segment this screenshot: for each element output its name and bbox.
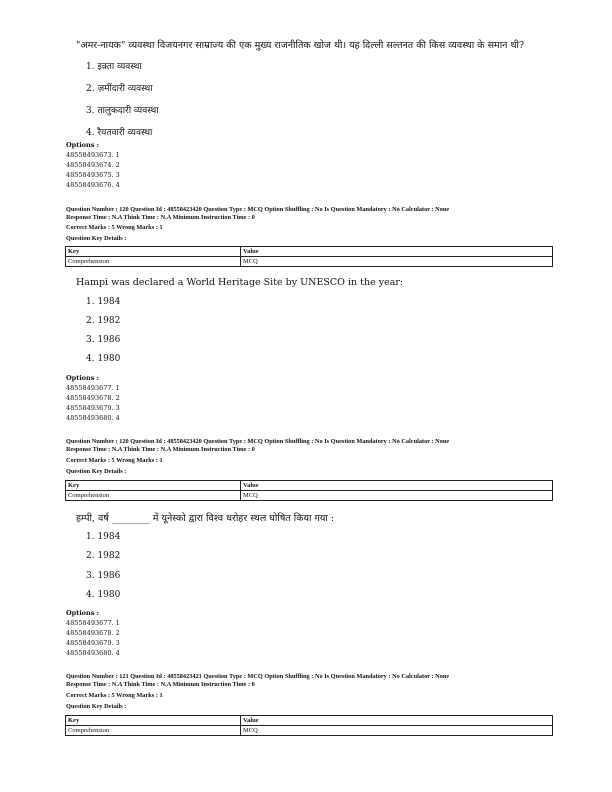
option-id: 48558493679. 3	[66, 404, 120, 412]
table-header-value: Value	[241, 716, 553, 726]
option-id: 48558493676. 4	[66, 181, 120, 189]
key-details-label: Question Key Details :	[66, 235, 127, 242]
question-meta: Question Number : 121 Question Id : 48558423421 Question Type : MCQ Option Shuffling : No Is Question Mandatory : No Calculator : None	[66, 673, 450, 680]
question-meta-timing: Response Time : N.A Think Time : N.A Minimum Instruction Time : 0	[66, 681, 255, 688]
option-id: 48558493679. 3	[66, 639, 120, 647]
answer-choice: 4. रैयतवारी व्यवस्था	[86, 128, 153, 138]
answer-choice: 3. 1986	[86, 335, 121, 345]
table-cell-key: Comprehension	[66, 491, 241, 501]
answer-choice: 4. 1980	[86, 354, 121, 364]
answer-choice: 4. 1980	[86, 590, 121, 600]
table-header-key: Key	[66, 716, 241, 726]
table-header-row	[66, 716, 553, 726]
question-meta-timing: Response Time : N.A Think Time : N.A Minimum Instruction Time : 0	[66, 446, 255, 453]
options-label: Options :	[66, 609, 100, 617]
table-header-key: Key	[66, 481, 241, 491]
answer-choice: 3. तालुकदारी व्यवस्था	[86, 106, 159, 116]
option-id: 48558493677. 1	[66, 384, 120, 392]
table-cell-key: Comprehension	[66, 257, 241, 267]
answer-choice: 1. 1984	[86, 532, 121, 542]
question-text: हम्पी, वर्ष ________ में यूनेस्को द्वारा विश्व धरोहर स्थल घोषित किया गया :	[76, 513, 335, 524]
option-id: 48558493680. 4	[66, 649, 120, 657]
answer-choice: 2. ज़मींदारी व्यवस्था	[86, 84, 153, 94]
table-header-value: Value	[241, 481, 553, 491]
option-id: 48558493675. 3	[66, 171, 120, 179]
key-details-label: Question Key Details :	[66, 468, 127, 475]
answer-choice: 1. इक़्ता व्यवस्था	[86, 62, 142, 72]
answer-choice: 1. 1984	[86, 297, 121, 307]
marks-info: Correct Marks : 5 Wrong Marks : 1	[66, 224, 163, 231]
answer-choice: 2. 1982	[86, 551, 121, 561]
table-row	[66, 726, 553, 736]
option-id: 48558493673. 1	[66, 151, 120, 159]
table-cell-value: MCQ	[241, 257, 553, 267]
table-header-row	[66, 481, 553, 491]
option-id: 48558493678. 2	[66, 394, 120, 402]
options-label: Options :	[66, 374, 100, 382]
key-details-table	[65, 715, 553, 736]
key-details-table	[65, 246, 553, 267]
key-details-table	[65, 480, 553, 501]
table-row	[66, 257, 553, 267]
table-cell-value: MCQ	[241, 726, 553, 736]
key-details-label: Question Key Details :	[66, 703, 127, 710]
question-text: "अमर-नायक" व्यवस्था विजयनगर साम्राज्य की एक मुख्य राजनीतिक खोज थी। यह दिल्ली सल्तनत की किस व्यवस्था के समान थी?	[76, 40, 525, 51]
table-row	[66, 491, 553, 501]
question-text: Hampi was declared a World Heritage Site by UNESCO in the year:	[76, 277, 404, 288]
table-cell-value: MCQ	[241, 491, 553, 501]
table-header-row	[66, 247, 553, 257]
option-id: 48558493674. 2	[66, 161, 120, 169]
marks-info: Correct Marks : 5 Wrong Marks : 1	[66, 457, 163, 464]
table-cell-key: Comprehension	[66, 726, 241, 736]
table-header-key: Key	[66, 247, 241, 257]
marks-info: Correct Marks : 5 Wrong Marks : 1	[66, 692, 163, 699]
answer-choice: 3. 1986	[86, 571, 121, 581]
options-label: Options :	[66, 141, 100, 149]
answer-choice: 2. 1982	[86, 316, 121, 326]
option-id: 48558493678. 2	[66, 629, 120, 637]
question-meta-timing: Response Time : N.A Think Time : N.A Minimum Instruction Time : 0	[66, 214, 255, 221]
option-id: 48558493680. 4	[66, 414, 120, 422]
table-header-value: Value	[241, 247, 553, 257]
question-meta: Question Number : 120 Question Id : 48558423420 Question Type : MCQ Option Shuffling : No Is Question Mandatory : No Calculator : None	[66, 206, 450, 213]
option-id: 48558493677. 1	[66, 619, 120, 627]
question-meta: Question Number : 120 Question Id : 48558423420 Question Type : MCQ Option Shuffling : No Is Question Mandatory : No Calculator : None	[66, 438, 450, 445]
